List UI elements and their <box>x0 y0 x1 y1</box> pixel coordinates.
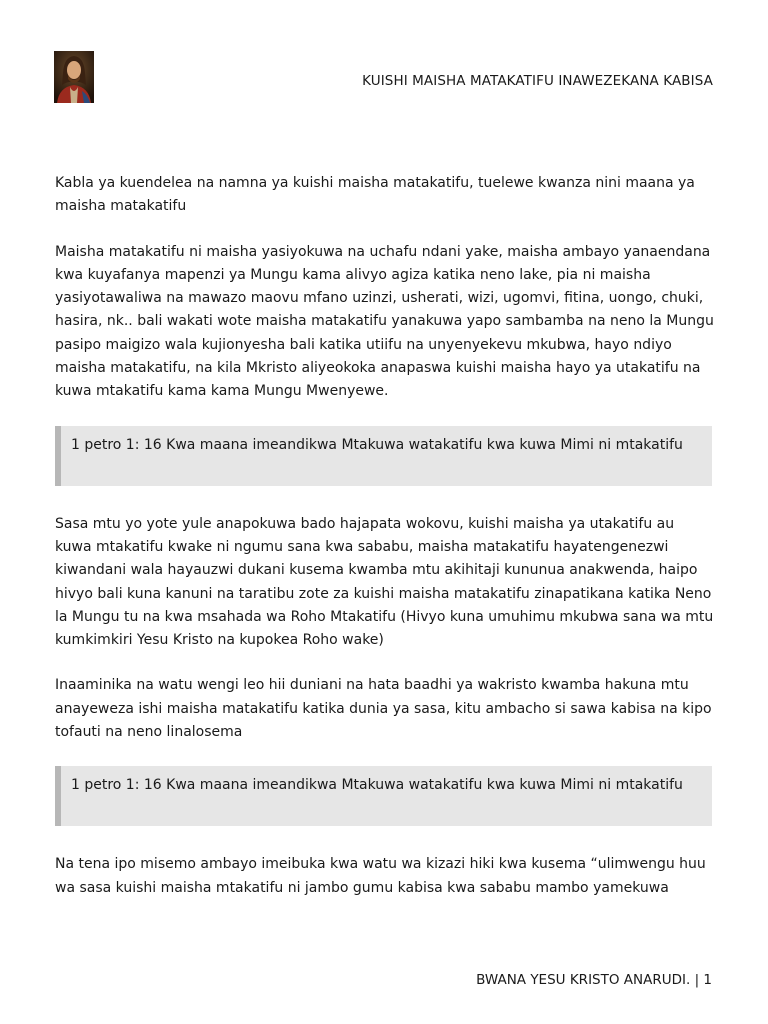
header-title: KUISHI MAISHA MATAKATIFU INAWEZEKANA KABISA <box>362 73 713 89</box>
paragraph: Na tena ipo misemo ambayo imeibuka kwa watu wa kizazi hiki kwa kusema “ulimwengu huu wa sasa kuishi maisha mtakatifu ni jambo gumu kabisa kwa sababu mambo yamekuwa <box>55 856 706 896</box>
paragraph: Kabla ya kuendelea na namna ya kuishi maisha matakatifu, tuelewe kwanza nini maana ya maisha matakatifu <box>55 175 695 215</box>
paragraph: Inaaminika na watu wengi leo hii duniani na hata baadhi ya wakristo kwamba hakuna mtu anayeweza ishi maisha matakatifu katika dunia ya sasa, kitu ambacho si sawa kabisa na kipo tofauti na neno linalosema <box>55 677 712 741</box>
paragraph: Sasa mtu yo yote yule anapokuwa bado hajapata wokovu, kuishi maisha ya utakatifu au kuwa mtakatifu kwake ni ngumu sana kwa sababu, maisha matakatifu hayatengenezwi kiwandani wala hayauzwi dukani kusema kwamba mtu akihitaji kununua anakwenda, haipo hivyo bali kuna kanuni na taratibu zote za kuishi maisha matakatifu zinapatikana katika Neno la Mungu tu na kwa msahada wa Roho Mtakatifu (Hivyo kuna umuhimu mkubwa sana wa mtu kumkimkiri Yesu Kristo na kupokea Roho wake) <box>55 515 714 649</box>
page-footer: BWANA YESU KRISTO ANARUDI. | 1 <box>476 972 712 988</box>
document-body <box>55 172 715 922</box>
scripture-quote: 1 petro 1: 16 Kwa maana imeandikwa Mtakuwa watakatifu kwa kuwa Mimi ni mtakatifu <box>55 426 712 486</box>
header-portrait-image <box>54 51 94 103</box>
scripture-quote: 1 petro 1: 16 Kwa maana imeandikwa Mtakuwa watakatifu kwa kuwa Mimi ni mtakatifu <box>55 766 712 826</box>
paragraph: Maisha matakatifu ni maisha yasiyokuwa na uchafu ndani yake, maisha ambayo yanaendana kwa kuyafanya mapenzi ya Mungu kama alivyo agiza katika neno lake, pia ni maisha yasiyotawaliwa na mawazo maovu mfano uzinzi, usherati, wizi, ugomvi, fitina, uongo, chuki, hasira, nk.. bali wakati wote maisha matakatifu yanakuwa yapo sambamba na neno la Mungu pasipo maigizo wala kujionyesha bali katika utiifu na unyenyekevu mkubwa, hayo ndiyo maisha matakatifu, na kila Mkristo aliyeokoka anapaswa kuishi maisha hayo ya utakatifu na kuwa mtakatifu kama kama Mungu Mwenyewe. <box>55 243 714 400</box>
